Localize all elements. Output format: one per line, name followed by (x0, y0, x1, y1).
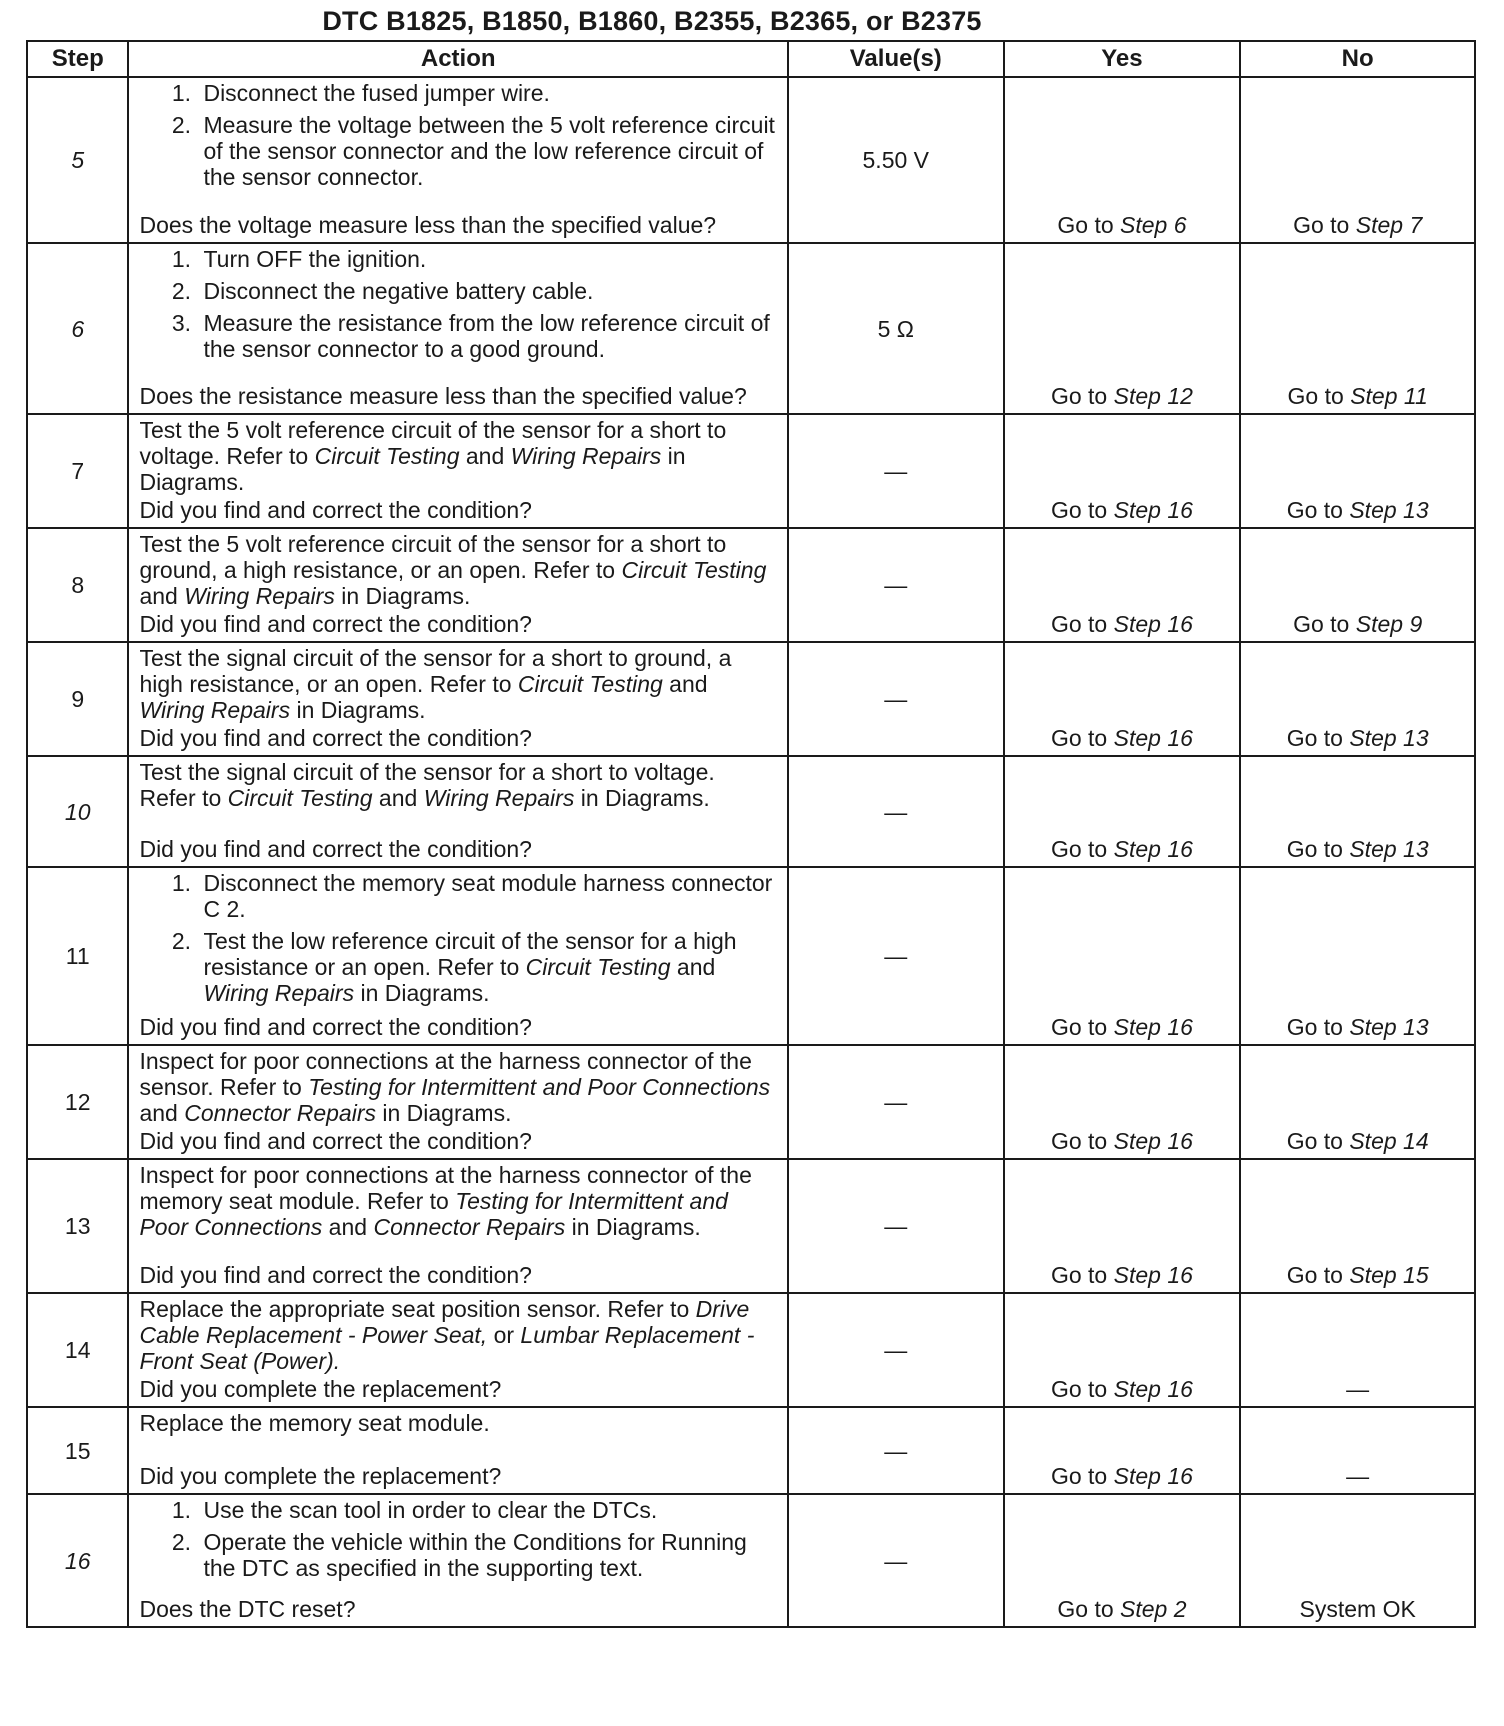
action-text: in Diagrams. (565, 1214, 701, 1240)
action-paragraph (139, 645, 777, 723)
action-question: Does the voltage measure less than the specified value? (139, 212, 717, 238)
action-question: Did you find and correct the condition? (139, 497, 532, 523)
step-number: 8 (71, 572, 85, 598)
yes-goto-step: Step 16 (1113, 611, 1193, 637)
no-goto-step: Step 13 (1349, 725, 1429, 751)
reference-link-text: Wiring Repairs (423, 785, 575, 811)
yes-goto-label: Go to (1050, 1376, 1114, 1402)
action-content (139, 1296, 777, 1402)
header-action: Action (128, 41, 788, 77)
action-cell (128, 1293, 788, 1407)
action-cell (128, 1045, 788, 1159)
no-result: System OK (1299, 1596, 1416, 1622)
action-question: Does the DTC reset? (139, 1596, 356, 1622)
no-goto-step: Step 9 (1355, 611, 1423, 637)
action-paragraph (139, 1296, 777, 1374)
action-text: Test the low reference circuit of the sensor for a high resistance or an open. Refer to (203, 928, 737, 980)
yes-cell (1004, 642, 1241, 756)
yes-goto-step: Step 16 (1113, 1463, 1193, 1489)
table-row (27, 243, 1475, 414)
yes-cell (1004, 528, 1241, 642)
yes-goto-label: Go to (1057, 212, 1121, 238)
yes-cell (1004, 1494, 1241, 1627)
action-text: Measure the voltage between the 5 volt reference circuit of the sensor connector and the low reference circuit of the sensor connector. (203, 112, 775, 190)
reference-link-text: Circuit Testing (227, 785, 373, 811)
action-content (139, 531, 777, 637)
list-item (197, 80, 777, 106)
action-text: Test the 5 volt reference circuit of the sensor for a short to ground, a high resistance, or an open. Refer to (139, 531, 727, 583)
yes-cell (1004, 867, 1241, 1045)
step-number: 15 (64, 1437, 91, 1464)
action-text: and (139, 583, 185, 609)
action-text: in Diagrams. (139, 443, 686, 495)
no-result: — (1346, 1376, 1370, 1402)
no-goto-label: Go to (1293, 611, 1356, 637)
no-goto-label: Go to (1286, 1262, 1350, 1288)
no-cell (1240, 867, 1475, 1045)
no-goto-step: Step 7 (1355, 212, 1423, 238)
action-text: Test the 5 volt reference circuit of the sensor for a short to voltage. Refer to (139, 417, 727, 469)
value-cell: — (788, 528, 1004, 642)
step-cell (27, 756, 128, 867)
action-content (139, 80, 777, 238)
header-yes: Yes (1004, 41, 1241, 77)
no-cell (1240, 528, 1475, 642)
action-text: Replace the appropriate seat position sensor. Refer to (139, 1296, 696, 1322)
yes-cell (1004, 756, 1241, 867)
table-row (27, 1494, 1475, 1627)
numbered-steps (139, 80, 777, 190)
action-question: Did you find and correct the condition? (139, 1014, 532, 1040)
reference-link-text: Wiring Repairs (510, 443, 662, 469)
step-number: 16 (64, 1547, 91, 1574)
no-goto-step: Step 11 (1350, 383, 1428, 409)
yes-cell (1004, 414, 1241, 528)
step-number: 7 (71, 458, 85, 484)
step-cell (27, 1045, 128, 1159)
action-instructions (139, 80, 777, 196)
yes-goto-step: Step 16 (1113, 1014, 1193, 1040)
list-item (197, 112, 777, 190)
yes-goto-step: Step 16 (1113, 725, 1193, 751)
no-goto-step: Step 15 (1349, 1262, 1429, 1288)
action-instructions (139, 531, 777, 609)
step-number: 11 (65, 943, 90, 969)
action-instructions (139, 246, 777, 368)
reference-link-text: Circuit Testing (314, 443, 460, 469)
action-cell (128, 756, 788, 867)
no-goto-label: Go to (1286, 1128, 1350, 1154)
step-cell (27, 1159, 128, 1293)
action-paragraph (139, 1048, 777, 1126)
action-text: in Diagrams. (574, 785, 710, 811)
action-text: Use the scan tool in order to clear the DTCs. (203, 1497, 658, 1523)
table-row (27, 1293, 1475, 1407)
no-cell (1240, 1494, 1475, 1627)
action-cell (128, 867, 788, 1045)
step-cell (27, 243, 128, 414)
action-paragraph (139, 759, 777, 811)
value-cell: — (788, 1407, 1004, 1494)
action-cell (128, 528, 788, 642)
reference-link-text: Circuit Testing (517, 671, 663, 697)
action-text: in Diagrams. (334, 583, 471, 609)
no-goto-step: Step 13 (1349, 836, 1429, 862)
table-row (27, 756, 1475, 867)
action-question: Did you find and correct the condition? (139, 836, 532, 862)
action-instructions (139, 417, 777, 495)
action-text: in Diagrams. (354, 980, 490, 1006)
yes-goto-label: Go to (1050, 725, 1114, 751)
yes-cell (1004, 1045, 1241, 1159)
table-row (27, 77, 1475, 243)
action-instructions (139, 1048, 777, 1126)
action-text: and (662, 671, 708, 697)
value-cell: — (788, 414, 1004, 528)
yes-goto-step: Step 12 (1113, 383, 1193, 409)
step-cell (27, 414, 128, 528)
step-number: 5 (71, 147, 85, 173)
step-number: 14 (64, 1337, 91, 1363)
value-cell: — (788, 642, 1004, 756)
no-cell (1240, 1045, 1475, 1159)
table-row (27, 528, 1475, 642)
action-cell (128, 1494, 788, 1627)
list-item (197, 928, 777, 1006)
yes-goto-step: Step 16 (1113, 1376, 1193, 1402)
header-step: Step (27, 41, 128, 77)
no-cell (1240, 1293, 1475, 1407)
no-cell (1240, 1159, 1475, 1293)
page-title: DTC B1825, B1850, B1860, B2355, B2365, or B2375 (322, 6, 982, 36)
action-instructions (139, 1296, 777, 1374)
no-goto-label: Go to (1293, 212, 1356, 238)
step-number: 10 (64, 798, 91, 825)
value-cell: — (788, 1293, 1004, 1407)
no-cell (1240, 642, 1475, 756)
action-question: Did you complete the replacement? (139, 1463, 502, 1489)
reference-link-text: Testing for Intermittent and Poor Connections (139, 1188, 728, 1240)
action-text: or (487, 1322, 521, 1348)
list-item (197, 278, 777, 304)
reference-link-text: Testing for Intermittent and Poor Connections (308, 1074, 771, 1100)
action-question: Did you find and correct the condition? (139, 725, 532, 751)
action-text: Inspect for poor connections at the harness connector of the memory seat module. Refer to (139, 1162, 752, 1214)
no-goto-step: Step 13 (1349, 497, 1429, 523)
action-content (139, 1497, 777, 1622)
yes-goto-label: Go to (1050, 1014, 1114, 1040)
action-text: and (670, 954, 716, 980)
table-header-row (27, 41, 1475, 77)
value-cell: — (788, 756, 1004, 867)
action-question: Did you find and correct the condition? (139, 611, 532, 637)
action-text: Turn OFF the ignition. (203, 246, 427, 272)
yes-goto-step: Step 2 (1120, 1596, 1187, 1622)
action-instructions (139, 759, 777, 811)
value-cell: — (788, 1159, 1004, 1293)
reference-link-text: Wiring Repairs (139, 697, 291, 723)
yes-goto-step: Step 16 (1113, 1262, 1193, 1288)
action-text: and (322, 1214, 374, 1240)
table-row (27, 1407, 1475, 1494)
action-question: Did you find and correct the condition? (139, 1128, 532, 1154)
reference-link-text: Wiring Repairs (184, 583, 335, 609)
action-content (139, 870, 777, 1040)
reference-link-text: Wiring Repairs (203, 980, 355, 1006)
reference-link-text: Connector Repairs (373, 1214, 566, 1240)
header-values: Value(s) (788, 41, 1004, 77)
action-question: Does the resistance measure less than the specified value? (139, 383, 747, 409)
action-question: Did you complete the replacement? (139, 1376, 502, 1402)
action-content (139, 645, 777, 751)
action-content (139, 1162, 777, 1288)
action-instructions (139, 870, 777, 1012)
step-cell (27, 77, 128, 243)
action-paragraph (139, 1162, 777, 1240)
action-content (139, 1048, 777, 1154)
step-cell (27, 1407, 128, 1494)
action-text: and (139, 1100, 185, 1126)
action-cell (128, 1407, 788, 1494)
step-cell (27, 642, 128, 756)
yes-goto-label: Go to (1057, 1596, 1121, 1622)
list-item (197, 246, 777, 272)
table-row (27, 1045, 1475, 1159)
no-cell (1240, 243, 1475, 414)
no-goto-step: Step 13 (1349, 1014, 1429, 1040)
no-cell (1240, 77, 1475, 243)
action-instructions (139, 1497, 777, 1587)
reference-link-text: Drive Cable Replacement - Power Seat, (139, 1296, 750, 1348)
step-number: 12 (64, 1089, 91, 1115)
action-cell (128, 77, 788, 243)
action-paragraph (139, 417, 777, 495)
reference-link-text: Circuit Testing (621, 557, 767, 583)
yes-goto-label: Go to (1050, 1463, 1114, 1489)
action-paragraph (139, 531, 777, 609)
yes-goto-step: Step 16 (1113, 497, 1193, 523)
yes-cell (1004, 1293, 1241, 1407)
action-text: Test the signal circuit of the sensor for a short to voltage. Refer to (139, 759, 715, 811)
reference-link-text: Circuit Testing (525, 954, 671, 980)
yes-cell (1004, 77, 1241, 243)
yes-goto-label: Go to (1050, 1262, 1114, 1288)
action-text: Test the signal circuit of the sensor for a short to ground, a high resistance, or an open. Refer to (139, 645, 732, 697)
numbered-steps (139, 1497, 777, 1581)
no-cell (1240, 1407, 1475, 1494)
step-cell (27, 528, 128, 642)
no-goto-label: Go to (1286, 1014, 1350, 1040)
reference-link-text: Lumbar Replacement - Front Seat (Power). (139, 1322, 755, 1374)
yes-goto-label: Go to (1050, 836, 1114, 862)
action-text: Operate the vehicle within the Conditions for Running the DTC as specified in the supporting text. (203, 1529, 747, 1581)
list-item (197, 870, 777, 922)
list-item (197, 310, 777, 362)
yes-cell (1004, 1159, 1241, 1293)
yes-goto-label: Go to (1050, 1128, 1114, 1154)
step-cell (27, 1494, 128, 1627)
action-content (139, 246, 777, 409)
no-cell (1240, 414, 1475, 528)
yes-goto-step: Step 16 (1113, 1128, 1193, 1154)
diagnostic-table (26, 40, 1476, 1628)
action-text: and (372, 785, 424, 811)
no-result: — (1346, 1463, 1370, 1489)
action-cell (128, 414, 788, 528)
action-text: and (459, 443, 511, 469)
no-goto-step: Step 14 (1349, 1128, 1429, 1154)
no-goto-label: Go to (1287, 383, 1351, 409)
list-item (197, 1497, 777, 1523)
action-content (139, 417, 777, 523)
no-goto-label: Go to (1286, 836, 1350, 862)
table-row (27, 1159, 1475, 1293)
action-cell (128, 243, 788, 414)
yes-goto-label: Go to (1050, 383, 1114, 409)
action-content (139, 759, 777, 862)
yes-cell (1004, 1407, 1241, 1494)
action-text: Disconnect the fused jumper wire. (203, 80, 550, 106)
step-number: 6 (71, 315, 85, 342)
action-text: Disconnect the memory seat module harness connector C 2. (203, 870, 773, 922)
value-cell: 5 Ω (788, 243, 1004, 414)
table-body (27, 77, 1475, 1627)
action-text: Measure the resistance from the low reference circuit of the sensor connector to a good ground. (203, 310, 770, 362)
action-instructions (139, 1162, 777, 1240)
list-item (197, 1529, 777, 1581)
action-text: in Diagrams. (290, 697, 426, 723)
step-number: 9 (71, 686, 85, 712)
yes-goto-step: Step 16 (1113, 836, 1193, 862)
action-paragraph (139, 1410, 777, 1436)
action-text: Replace the memory seat module. (139, 1410, 490, 1436)
yes-goto-label: Go to (1050, 611, 1114, 637)
header-no: No (1240, 41, 1475, 77)
no-cell (1240, 756, 1475, 867)
step-cell (27, 867, 128, 1045)
table-row (27, 642, 1475, 756)
table-row (27, 867, 1475, 1045)
action-text: in Diagrams. (375, 1100, 512, 1126)
no-goto-label: Go to (1286, 725, 1350, 751)
value-cell: 5.50 V (788, 77, 1004, 243)
action-instructions (139, 645, 777, 723)
action-text: Inspect for poor connections at the harness connector of the sensor. Refer to (139, 1048, 752, 1100)
value-cell: — (788, 1045, 1004, 1159)
yes-goto-step: Step 6 (1120, 212, 1187, 238)
action-question: Did you find and correct the condition? (139, 1262, 532, 1288)
action-text: Disconnect the negative battery cable. (203, 278, 594, 304)
action-cell (128, 642, 788, 756)
numbered-steps (139, 246, 777, 362)
step-cell (27, 1293, 128, 1407)
step-number: 13 (64, 1213, 91, 1239)
value-cell: — (788, 1494, 1004, 1627)
reference-link-text: Connector Repairs (184, 1100, 376, 1126)
yes-cell (1004, 243, 1241, 414)
no-goto-label: Go to (1286, 497, 1350, 523)
action-instructions (139, 1410, 777, 1436)
numbered-steps (139, 870, 777, 1006)
action-content (139, 1410, 777, 1489)
table-row (27, 414, 1475, 528)
yes-goto-label: Go to (1050, 497, 1114, 523)
action-cell (128, 1159, 788, 1293)
value-cell: — (788, 867, 1004, 1045)
